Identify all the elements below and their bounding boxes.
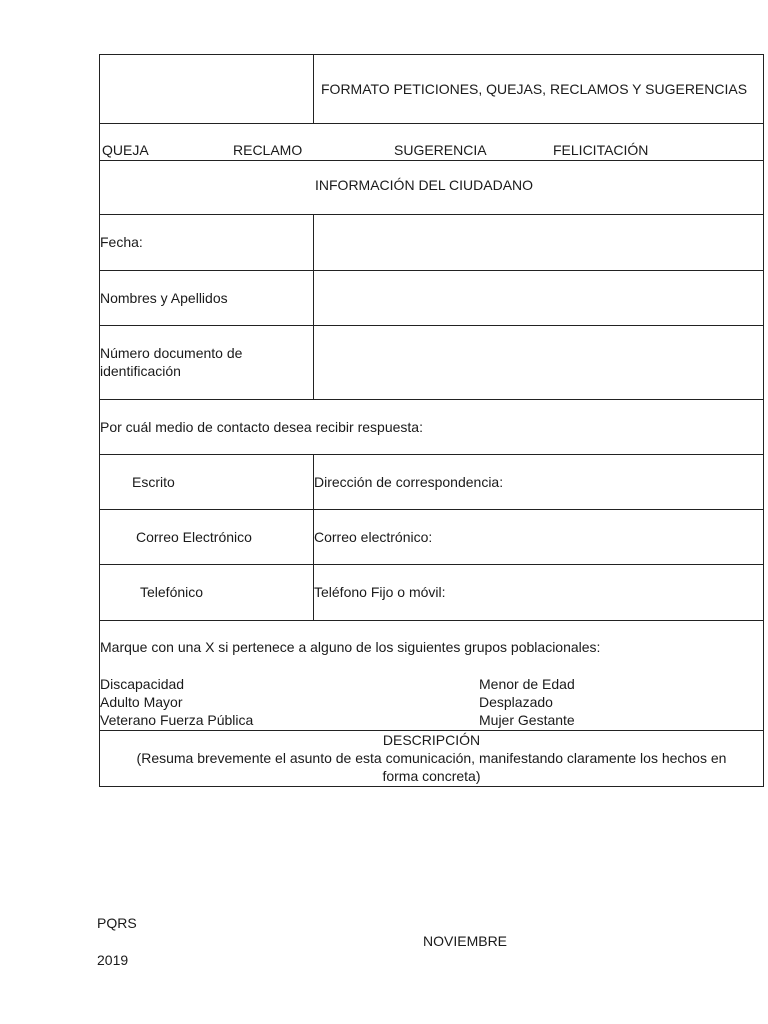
population-groups-row xyxy=(99,621,764,731)
document-field[interactable] xyxy=(314,326,763,399)
group-item: Menor de Edad xyxy=(479,676,575,692)
pqrs-form xyxy=(99,54,764,787)
name-row xyxy=(99,271,764,326)
footer-month: NOVIEMBRE xyxy=(423,933,508,949)
groups-question: Marque con una X si pertenece a alguno de los siguientes grupos poblacionales: xyxy=(100,639,601,655)
contact-option-cell[interactable] xyxy=(100,455,314,509)
contact-question-row xyxy=(99,400,764,455)
contact-option-detail: Teléfono Fijo o móvil: xyxy=(314,584,446,600)
group-item: Adulto Mayor xyxy=(100,694,183,710)
type-felicitacion: FELICITACIÓN xyxy=(553,142,649,158)
citizen-section-row xyxy=(99,161,764,215)
date-label: Fecha: xyxy=(100,234,143,250)
contact-option-row xyxy=(99,565,764,621)
date-field[interactable] xyxy=(314,215,763,270)
contact-option-label: Escrito xyxy=(132,474,175,490)
contact-option-cell[interactable] xyxy=(100,510,314,564)
contact-option-detail: Dirección de correspondencia: xyxy=(314,474,504,490)
form-header-row xyxy=(99,54,764,124)
document-row xyxy=(99,326,764,400)
group-item: Desplazado xyxy=(479,694,553,710)
contact-option-label: Telefónico xyxy=(140,584,204,600)
contact-option-detail: Correo electrónico: xyxy=(314,529,433,545)
description-instructions-line2: forma concreta) xyxy=(382,768,481,784)
type-reclamo: RECLAMO xyxy=(233,142,303,158)
name-label: Nombres y Apellidos xyxy=(100,290,228,306)
contact-option-row xyxy=(99,455,764,510)
contact-option-cell[interactable] xyxy=(100,565,314,620)
footer-code: PQRS xyxy=(97,915,137,931)
request-types-row xyxy=(99,124,764,161)
date-label-cell xyxy=(100,215,314,270)
document-label-line1: Número documento de xyxy=(100,345,243,361)
type-sugerencia: SUGERENCIA xyxy=(394,142,487,158)
citizen-section-title: INFORMACIÓN DEL CIUDADANO xyxy=(315,177,534,193)
description-row xyxy=(99,731,764,787)
contact-option-label: Correo Electrónico xyxy=(136,529,252,545)
name-field[interactable] xyxy=(314,271,763,325)
footer-year: 2019 xyxy=(97,952,129,968)
contact-question: Por cuál medio de contacto desea recibir respuesta: xyxy=(100,419,423,435)
name-label-cell xyxy=(100,271,314,325)
description-title: DESCRIPCIÓN xyxy=(382,732,481,748)
description-instructions-line1: (Resuma brevemente el asunto de esta comunicación, manifestando claramente los hechos en xyxy=(136,750,727,766)
group-item: Mujer Gestante xyxy=(479,712,575,728)
date-row xyxy=(99,215,764,271)
type-queja: QUEJA xyxy=(102,142,149,158)
contact-option-row xyxy=(99,510,764,565)
document-label-line2: identificación xyxy=(100,363,181,379)
group-item: Veterano Fuerza Pública xyxy=(100,712,254,728)
document-label-cell xyxy=(100,326,314,399)
logo-cell xyxy=(100,55,314,123)
form-title: FORMATO PETICIONES, QUEJAS, RECLAMOS Y SUGERENCIAS xyxy=(321,81,748,97)
group-item: Discapacidad xyxy=(100,676,185,692)
